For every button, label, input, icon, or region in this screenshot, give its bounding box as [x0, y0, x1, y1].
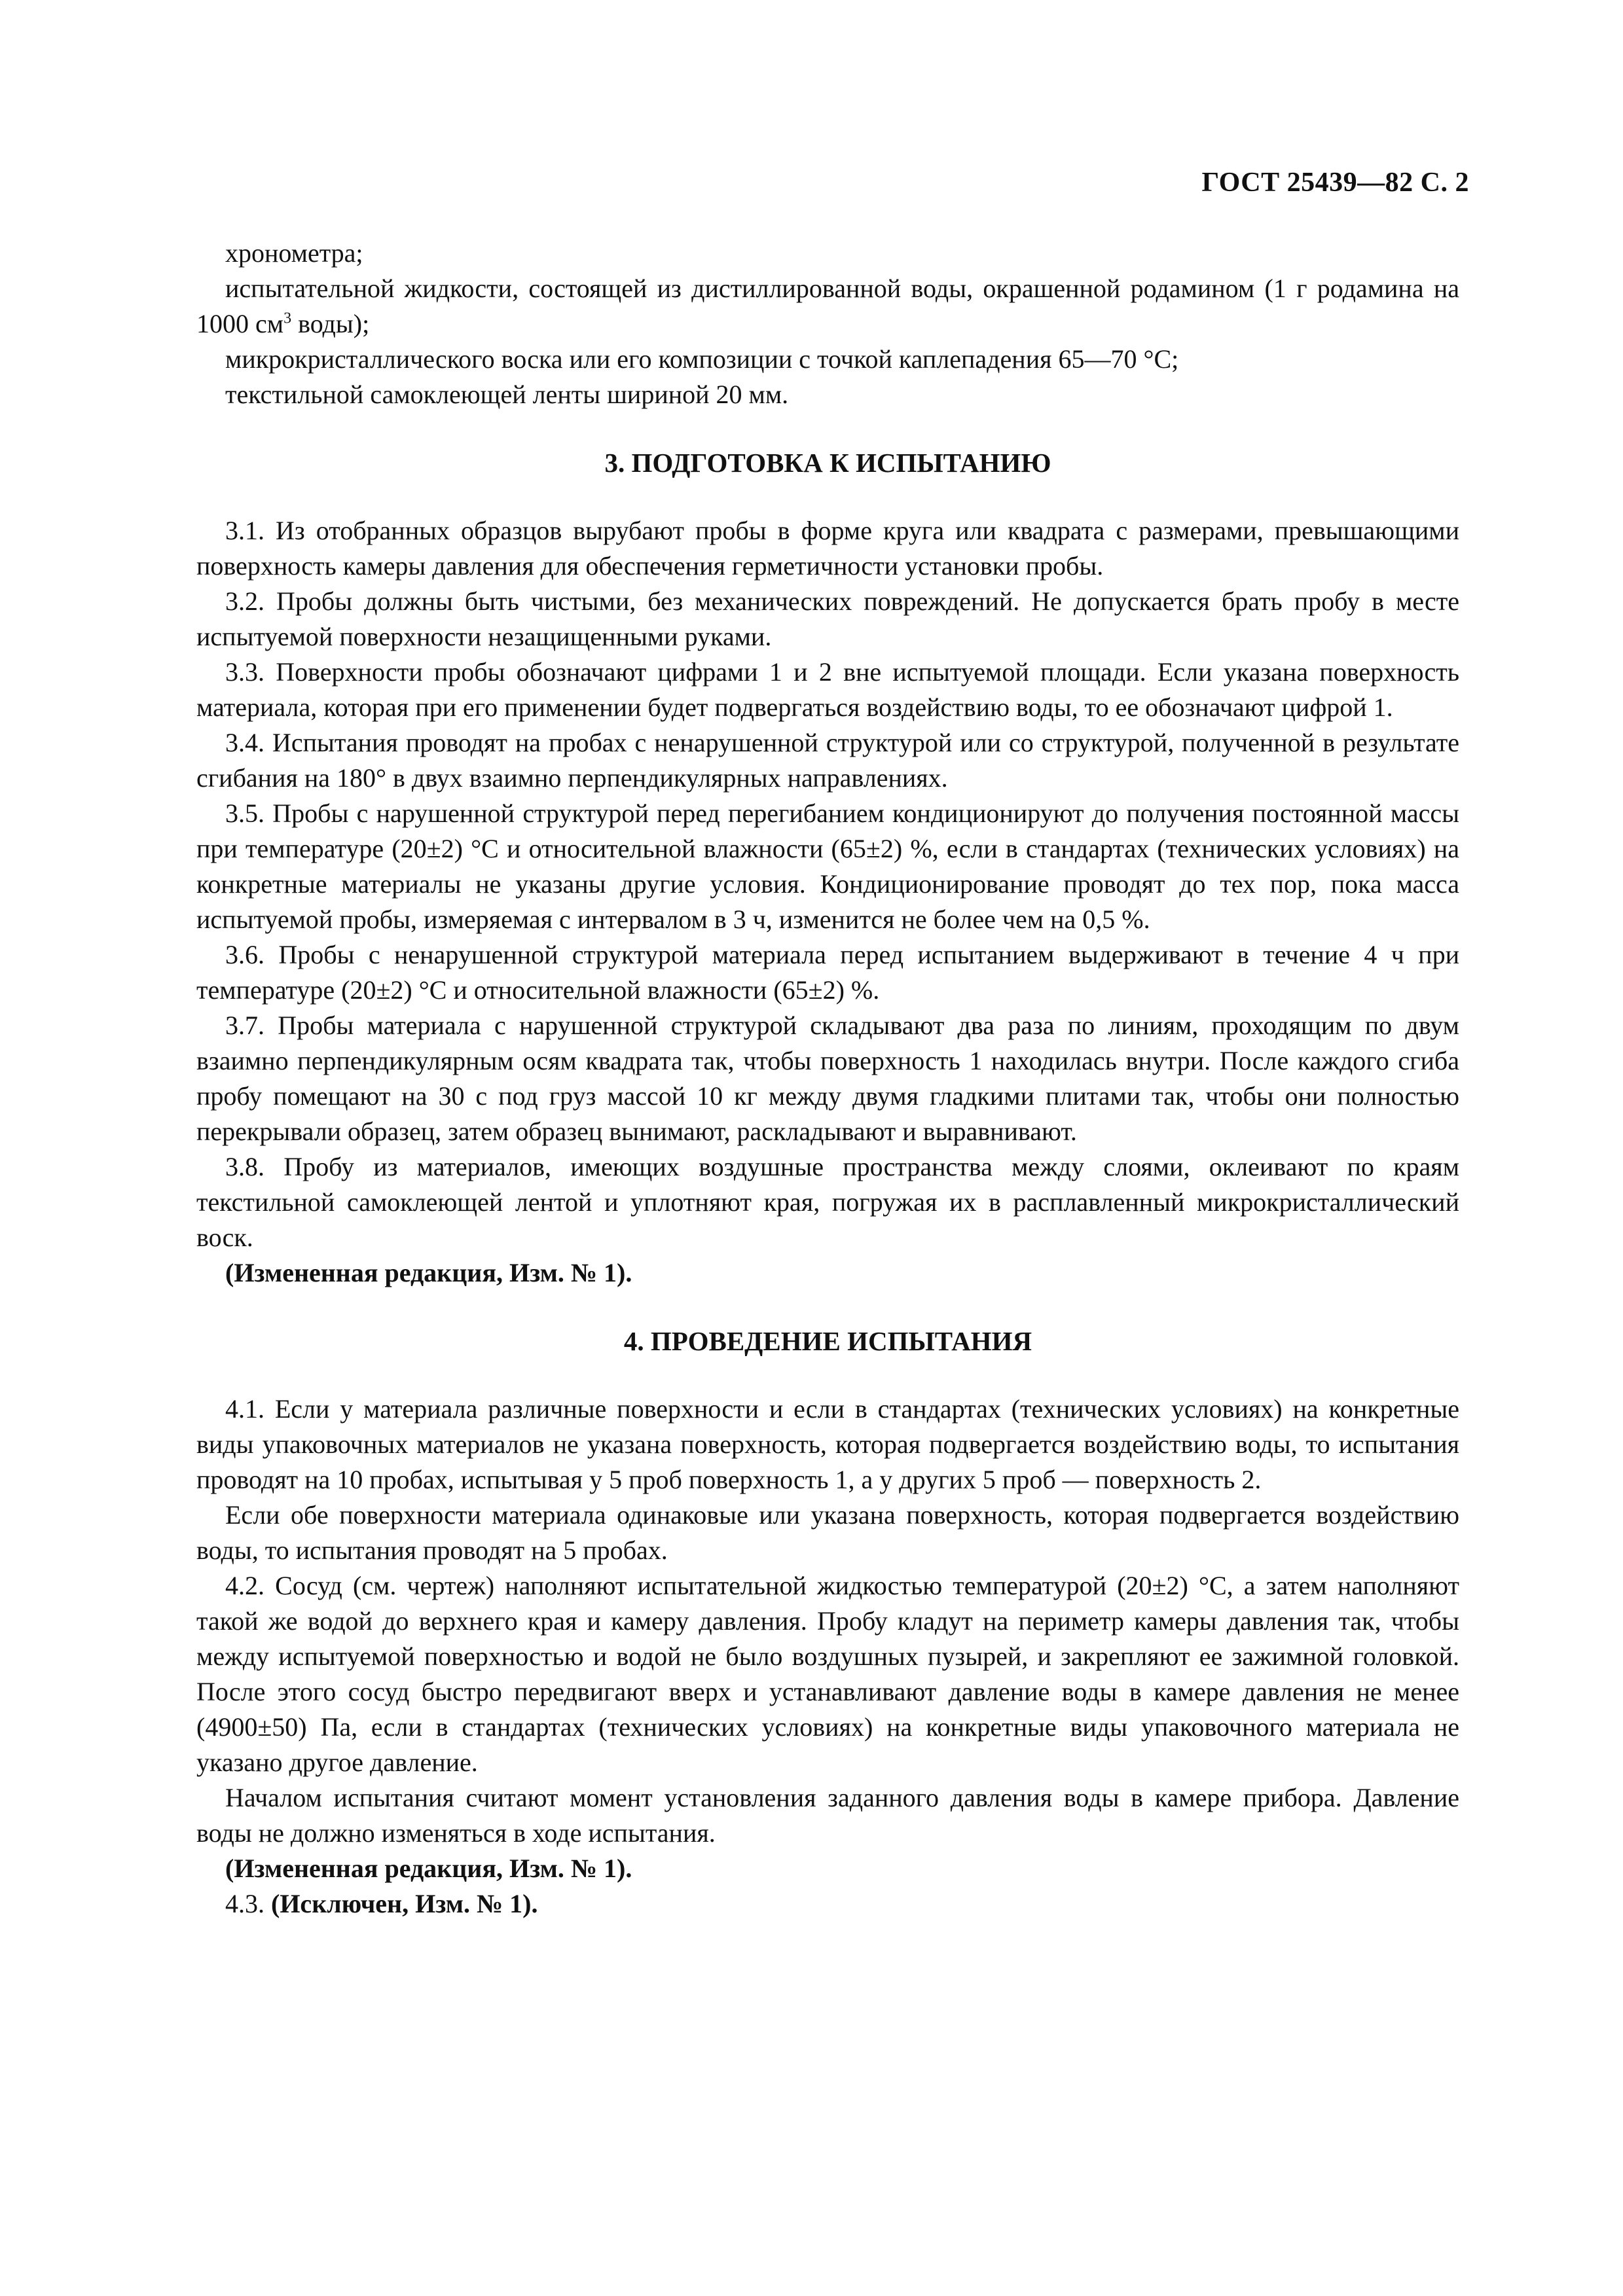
- clause-4-2: 4.2. Сосуд (см. чертеж) наполняют испытательной жидкостью температурой (20±2) °С, а затем наполняют такой же водой до верхнего края и камеру давления. Пробу кладут на периметр камеры давления так, чтобы между испытуемой поверхностью и водой не было воздушных пузырей, и закрепляют ее зажимной головкой. После этого сосуд быстро передвигают вверх и устанавливают давление воды в камере давления не менее (4900±50) Па, если в стандартах (технических условиях) на конкретные виды упаковочного материала не указано другое давление.: [196, 1571, 1459, 1777]
- clause-3-2: 3.2. Пробы должны быть чистыми, без механических повреждений. Не допускается брать пробу в месте испытуемой поверхности незащищенными руками.: [196, 586, 1459, 651]
- section-3-title: 3. ПОДГОТОВКА К ИСПЫТАНИЮ: [604, 448, 1051, 478]
- clause-4-3: 4.3. (Исключен, Изм. № 1).: [225, 1889, 538, 1918]
- clause-3-8: 3.8. Пробу из материалов, имеющих воздушные пространства между слоями, оклеивают по краям текстильной самоклеющей лентой и уплотняют края, погружая их в расплавленный микрокристаллический воск.: [196, 1152, 1459, 1252]
- amendment-note-4: (Измененная редакция, Изм. № 1).: [225, 1854, 632, 1883]
- section-4-title: 4. ПРОВЕДЕНИЕ ИСПЫТАНИЯ: [623, 1326, 1032, 1356]
- intro-line-4: текстильной самоклеющей ленты шириной 20 мм.: [225, 380, 789, 409]
- amendment-note-3: (Измененная редакция, Изм. № 1).: [225, 1258, 632, 1287]
- clause-3-1: 3.1. Из отобранных образцов вырубают пробы в форме круга или квадрата с размерами, превышающими поверхность камеры давления для обеспечения герметичности установки пробы.: [196, 516, 1459, 581]
- document-body: [196, 236, 1459, 1922]
- clause-4-2-cont: Началом испытания считают момент установления заданного давления воды в камере прибора. Давление воды не должно изменяться в ходе испытания.: [196, 1783, 1459, 1848]
- clause-3-5: 3.5. Пробы с нарушенной структурой перед перегибанием кондиционируют до получения постоянной массы при температуре (20±2) °С и относительной влажности (65±2) %, если в стандартах (технических условиях) на конкретные материалы не указаны другие условия. Кондиционирование проводят до тех пор, пока масса испытуемой пробы, измеряемая с интервалом в 3 ч, изменится не более чем на 0,5 %.: [196, 798, 1459, 934]
- page-header: ГОСТ 25439—82 С. 2: [1201, 168, 1469, 198]
- intro-line-1: хронометра;: [225, 238, 363, 268]
- clause-3-7: 3.7. Пробы материала с нарушенной структурой складывают два раза по линиям, проходящим по двум взаимно перпендикулярным осям квадрата так, чтобы поверхность 1 находилась внутри. После каждого сгиба пробу помещают на 30 с под груз массой 10 кг между двумя гладкими плитами так, чтобы они полностью перекрывали образец, затем образец вынимают, раскладывают и выравнивают.: [196, 1011, 1459, 1146]
- clause-4-1: 4.1. Если у материала различные поверхности и если в стандартах (технических условиях) на конкретные виды упаковочных материалов не указана поверхность, которая подвергается воздействию воды, то испытания проводят на 10 пробах, испытывая у 5 проб поверхность 1, а у других 5 проб — поверхность 2.: [196, 1394, 1459, 1494]
- clause-4-1-cont: Если обе поверхности материала одинаковые или указана поверхность, которая подвергается воздействию воды, то испытания проводят на 5 пробах.: [196, 1500, 1459, 1565]
- intro-line-3: микрокристаллического воска или его композиции с точкой каплепадения 65—70 °С;: [225, 344, 1179, 374]
- intro-line-2: испытательной жидкости, состоящей из дистиллированной воды, окрашенной родамином (1 г родамина на 1000 $см^3$ воды);: [196, 274, 1459, 338]
- clause-3-6: 3.6. Пробы с ненарушенной структурой материала перед испытанием выдерживают в течение 4 ч при температуре (20±2) °С и относительной влажности (65±2) %.: [196, 940, 1459, 1005]
- clause-3-4: 3.4. Испытания проводят на пробах с ненарушенной структурой или со структурой, полученной в результате сгибания на 180° в двух взаимно перпендикулярных направлениях.: [196, 728, 1459, 793]
- clause-3-3: 3.3. Поверхности пробы обозначают цифрами 1 и 2 вне испытуемой площади. Если указана поверхность материала, которая при его применении будет подвергаться воздействию воды, то ее обозначают цифрой 1.: [196, 657, 1459, 722]
